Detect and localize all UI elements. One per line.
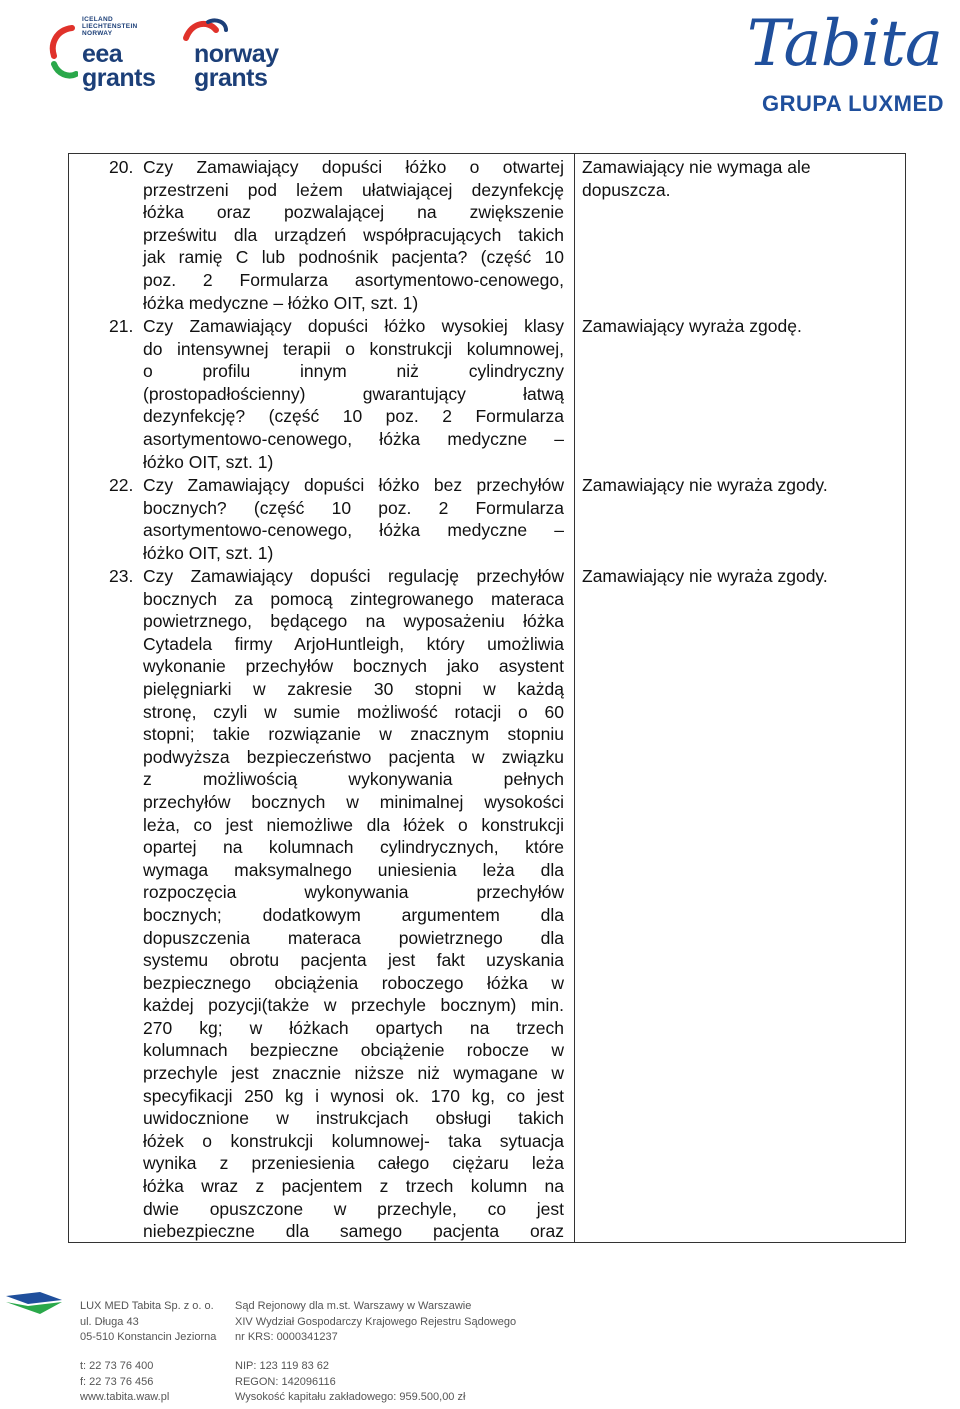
answer-text: Zamawiający wyraża zgodę. [582,316,802,336]
answer-text: Zamawiający nie wyraża zgody. [582,566,828,586]
footer-brand-mark-icon [6,1290,62,1316]
eea-countries: ICELAND LIECHTENSTEIN NORWAY [82,16,138,37]
footer-court-registry: Sąd Rejonowy dla m.st. Warszawy w Warszawie XIV Wydział Gospodarczy Krajowego Rejestru Sądowego nr KRS: 0000341237 [235,1300,517,1343]
norway-logo-mark-icon [182,18,230,42]
question-number: 20. [109,157,134,177]
question-text: Czy Zamawiający dopuści łóżko wysokiej klasy do intensywnej terapii o konstrukcji kolumnowej, o profilu innym niż cylindryczny (prostopadłościenny) gwarantujący łatwą dezynfekcję? (część 10 poz. 2 Formularza asortymentowo-cenowego, łóżka medyczne – łóżko OIT, szt. 1) [143,316,564,472]
footer-tax-ids: NIP: 123 119 83 62 REGON: 142096116 Wysokość kapitału zakładowego: 959.500,00 zł [235,1360,466,1403]
answer-text: Zamawiający nie wymaga ale dopuszcza. [582,157,811,200]
answer-text: Zamawiający nie wyraża zgody. [582,475,828,495]
question-number: 21. [109,316,134,336]
tabita-group: GRUPA LUXMED [762,91,944,116]
norway-word: norway [194,40,279,68]
eea-grants-logo [48,16,178,91]
question-text: Czy Zamawiający dopuści regulację przechyłów bocznych za pomocą zintegrowanego materaca powietrznego, będącego na wyposażeniu łóżka Cytadela firmy ArjoHuntleigh, który umożliwia wykonanie przechyłów bocznych jako asystent pielęgniarki w zakresie 30 stopni w każdą stronę, czyli w sumie możliwość rotacji o 60 stopni; takie rozwiązanie w znacznym stopniu podwyższa bezpieczeństwo pacjenta w związku z możliwością wykonywania pełnych przechyłów bocznych w minimalnej wysokości leża, co jest niemożliwe dla łóżek o konstrukcji opartej na kolumnach cylindrycznych, które wymaga maksymalnego uniesienia leża dla rozpoczęcia wykonywania przechyłów bocznych; dodatkowym argumentem dla dopuszczenia materaca powietrznego dla systemu obrotu pacjenta jest fakt uzyskania bezpiecznego obciążenia roboczego łóżka w każdej pozycji(także w przechyle bocznym) min. 270 kg; w łóżkach opartych na trzech kolumnach bezpieczne obciążenie robocze w przechyle jest znacznie niższe niż wymagane w specyfikacji 250 kg i wynosi ok. 170 kg, co jest uwidocznione w instrukcjach obsługi takich łóżek o konstrukcji kolumnowej- taka sytuacja wynika z przeniesienia całego ciężaru leża łóżka wraz z pacjentem z trzech kolumn na dwie opuszczone w przechyle, co jest niebezpieczne dla samego pacjenta oraz [143,566,564,1242]
question-text: Czy Zamawiający dopuści łóżko bez przechyłów bocznych? (część 10 poz. 2 Formularza asortymentowo-cenowego, łóżka medyczne – łóżko OIT, szt. 1) [143,475,564,563]
question-number: 23. [109,566,134,586]
tabita-logo [746,4,950,116]
question-text: Czy Zamawiający dopuści łóżko o otwartej przestrzeni pod leżem ułatwiającej dezynfekcję łóżka oraz pozwalającej na zwiększenie prześwitu dla urządzeń współpracujących takich jak ramię C lub podnośnik pacjenta? (część 10 poz. 2 Formularza asortymentowo-cenowego, łóżka medyczne – łóżko OIT, szt. 1) [143,157,564,313]
norway-grants-word: grants [194,64,268,92]
questions-answers-table [68,153,906,1243]
footer-company-address: LUX MED Tabita Sp. z o. o. ul. Długa 43 05-510 Konstancin Jeziorna [80,1300,217,1343]
norway-grants-logo [182,16,307,91]
tabita-name: Tabita [746,7,942,81]
question-number: 22. [109,475,134,495]
eea-word: eea [82,40,123,68]
footer-contact: t: 22 73 76 400 f: 22 73 76 456 www.tabita.waw.pl [80,1360,170,1403]
eea-grants-word: grants [82,64,156,92]
eea-logo-mark-icon [48,24,78,80]
column-divider [574,154,575,1242]
